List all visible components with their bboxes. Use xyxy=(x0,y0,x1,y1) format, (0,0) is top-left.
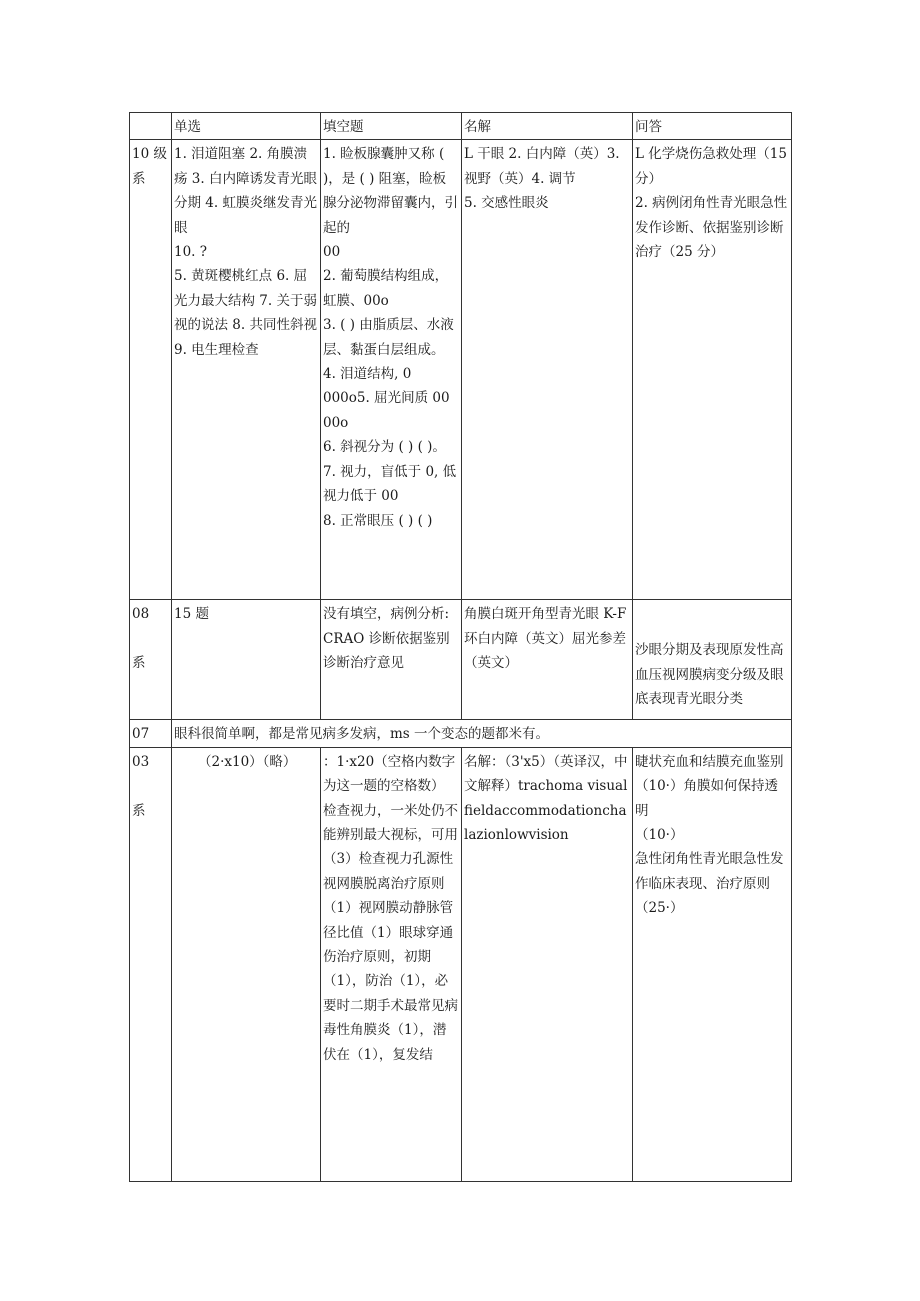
header-cell-grade xyxy=(130,113,172,140)
qa-cell xyxy=(633,600,792,720)
header-cell-single-choice: 单选 xyxy=(172,113,321,140)
term-definition-cell: 名解：（3'x5）（英译汉，中文解释）trachoma visual fieldaccommodationchalazionlowvision xyxy=(462,747,633,1181)
fill-blank-cell: 1. 睑板腺囊肿又称 ( )，是 ( ) 阻塞，睑板腺分泌物滞留囊内，引起的 00 2. 葡萄膜结构组成，虹膜、00o 3. ( ) 由脂质层、水液层、黏蛋白层组成。 4. 泪道结构, 0 000o5. 屈光间质 00 00o 6. 斜视分为 ( ) ( )。 7. 视力，盲低于 0, 低 视力低于 00 8. 正常眼压 ( ) ( ) xyxy=(321,140,462,600)
single-choice-cell: 15 题 xyxy=(172,600,321,720)
table-row-grade-03 xyxy=(130,747,792,1181)
header-cell-fill-blank: 填空题 xyxy=(321,113,462,140)
term-definition-cell: 角膜白斑开角型青光眼 K-F 环白内障（英文）屈光参差（英文） xyxy=(462,600,633,720)
grade-cell: 03 系 xyxy=(130,747,172,1181)
table-row-grade-07 xyxy=(130,720,792,747)
table-row-grade-08 xyxy=(130,600,792,720)
header-cell-term-definition: 名解 xyxy=(462,113,633,140)
grade-cell: 07 xyxy=(130,720,172,747)
qa-text: 沙眼分期及表现原发性高血压视网膜病变分级及眼底表现青光眼分类 xyxy=(635,642,784,708)
qa-cell: 睫状充血和结膜充血鉴别（10·）角膜如何保持透明 （10·） 急性闭角性青光眼急性发作临床表现、治疗原则（25·） xyxy=(633,747,792,1181)
grade-cell: 10 级 系 xyxy=(130,140,172,600)
cell-spacer xyxy=(635,602,789,638)
single-choice-cell: （2·x10）（略） xyxy=(172,747,321,1181)
header-row xyxy=(130,113,792,140)
single-choice-cell: 1. 泪道阻塞 2. 角膜溃疡 3. 白内障诱发青光眼分期 4. 虹膜炎继发青光眼 10. ? 5. 黄斑樱桃红点 6. 屈光力最大结构 7. 关于弱视的说法 8. 共同性斜视 9. 电生理检查 xyxy=(172,140,321,600)
fill-blank-cell: ：1·x20（空格内数字为这一题的空格数） 检查视力，一米处仍不能辨别最大视标，可用（3）检查视力孔源性视网膜脱离治疗原则（1）视网膜动静脉管径比值（1）眼球穿通伤治疗原则，初期（1），防治（1），必要时二期手术最常见病毒性角膜炎（1），潜伏在（1），复发结 xyxy=(321,747,462,1181)
exam-summary-table xyxy=(129,112,792,1182)
term-definition-cell: L 干眼 2. 白内障（英）3. 视野（英）4. 调节 5. 交感性眼炎 xyxy=(462,140,633,600)
qa-cell: L 化学烧伤急救处理（15 分） 2. 病例闭角性青光眼急性发作诊断、依据鉴别诊断治疗（25 分） xyxy=(633,140,792,600)
remark-cell: 眼科很简单啊，都是常见病多发病，ms 一个变态的题都米有。 xyxy=(172,720,792,747)
fill-blank-cell: 没有填空，病例分析: CRAO 诊断依据鉴别诊断治疗意见 xyxy=(321,600,462,720)
header-cell-qa: 问答 xyxy=(633,113,792,140)
table-row-grade-10 xyxy=(130,140,792,600)
grade-cell: 08 系 xyxy=(130,600,172,720)
